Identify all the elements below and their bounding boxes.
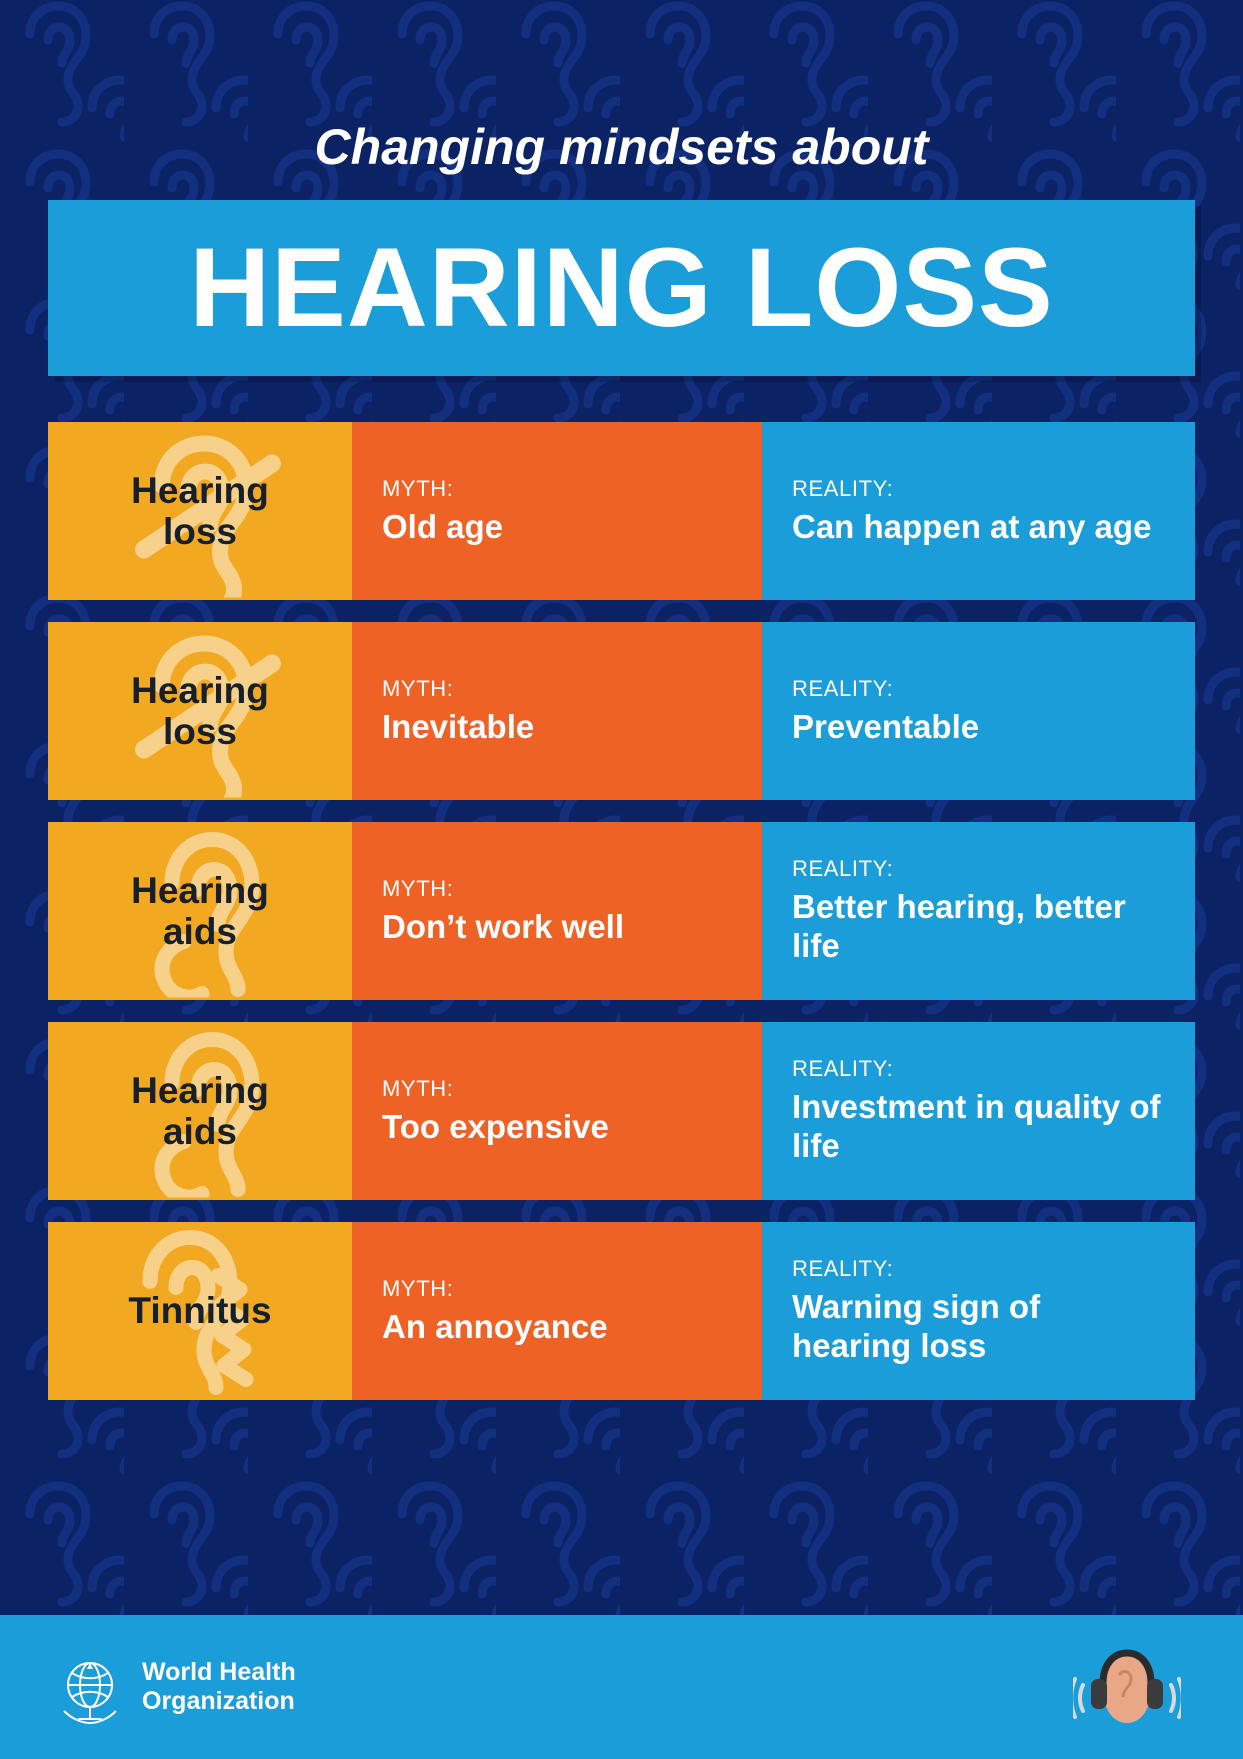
reality-label: REALITY: [792, 1256, 894, 1282]
myth-cell [352, 422, 762, 600]
myth-value: Too expensive [382, 1107, 609, 1145]
myth-label: MYTH: [382, 675, 454, 701]
who-line2: Organization [142, 1687, 295, 1715]
who-logo [52, 1649, 296, 1725]
myth-label: MYTH: [382, 475, 454, 501]
topic-cell [48, 822, 352, 1000]
footer-bar [0, 1615, 1243, 1759]
reality-label: REALITY: [792, 1056, 894, 1082]
reality-label: REALITY: [792, 475, 894, 501]
list-item [48, 422, 1195, 600]
topic-label-line2: aids [162, 1111, 238, 1152]
list-item [48, 1222, 1195, 1400]
myth-cell [352, 1022, 762, 1200]
list-item [48, 1022, 1195, 1200]
poster-title-bar [48, 200, 1195, 376]
myth-label: MYTH: [382, 1075, 454, 1101]
myth-cell [352, 622, 762, 800]
myth-value: Inevitable [382, 707, 535, 745]
poster-kicker: Changing mindsets about [314, 119, 929, 175]
headphones-ear-icon [1073, 1639, 1181, 1736]
myth-label: MYTH: [382, 1275, 454, 1301]
myth-value: Don’t work well [382, 907, 625, 945]
topic-cell [48, 1022, 352, 1200]
myth-cell [352, 822, 762, 1000]
reality-label: REALITY: [792, 856, 894, 882]
reality-cell [762, 1022, 1195, 1200]
topic-label-line1: Hearing [131, 869, 269, 911]
topic-label-line2: loss [162, 711, 238, 752]
topic-label [131, 1070, 269, 1153]
reality-value: Can happen at any age [792, 507, 1152, 545]
topic-label-line1: Tinnitus [128, 1290, 272, 1332]
reality-cell [762, 1222, 1195, 1400]
page-title: HEARING LOSS [189, 225, 1054, 350]
topic-label [128, 1290, 271, 1331]
topic-label-line1: Hearing [131, 669, 269, 711]
reality-value: Preventable [792, 707, 980, 745]
reality-cell [762, 622, 1195, 800]
myth-value: Old age [382, 507, 504, 545]
reality-label: REALITY: [792, 675, 894, 701]
list-item [48, 822, 1195, 1000]
myth-reality-list [48, 422, 1195, 1400]
topic-label-line2: aids [162, 911, 238, 952]
topic-label-line2: loss [162, 511, 238, 552]
topic-label [131, 870, 269, 953]
list-item [48, 622, 1195, 800]
who-line1: World Health [142, 1658, 296, 1687]
footer-right [1073, 1639, 1181, 1736]
reality-value: Investment in quality of life [792, 1088, 1161, 1164]
reality-value: Better hearing, better life [792, 888, 1126, 964]
who-wordmark [142, 1658, 296, 1716]
topic-label [131, 470, 269, 553]
topic-cell [48, 622, 352, 800]
topic-label [131, 670, 269, 753]
myth-cell [352, 1222, 762, 1400]
reality-cell [762, 422, 1195, 600]
myth-label: MYTH: [382, 875, 454, 901]
topic-label-line1: Hearing [131, 469, 269, 511]
topic-cell [48, 1222, 352, 1400]
reality-cell [762, 822, 1195, 1000]
topic-label-line1: Hearing [131, 1069, 269, 1111]
who-emblem-icon [52, 1649, 128, 1725]
reality-value: Warning sign of hearing loss [792, 1288, 1041, 1364]
myth-value: An annoyance [382, 1307, 608, 1345]
topic-cell [48, 422, 352, 600]
